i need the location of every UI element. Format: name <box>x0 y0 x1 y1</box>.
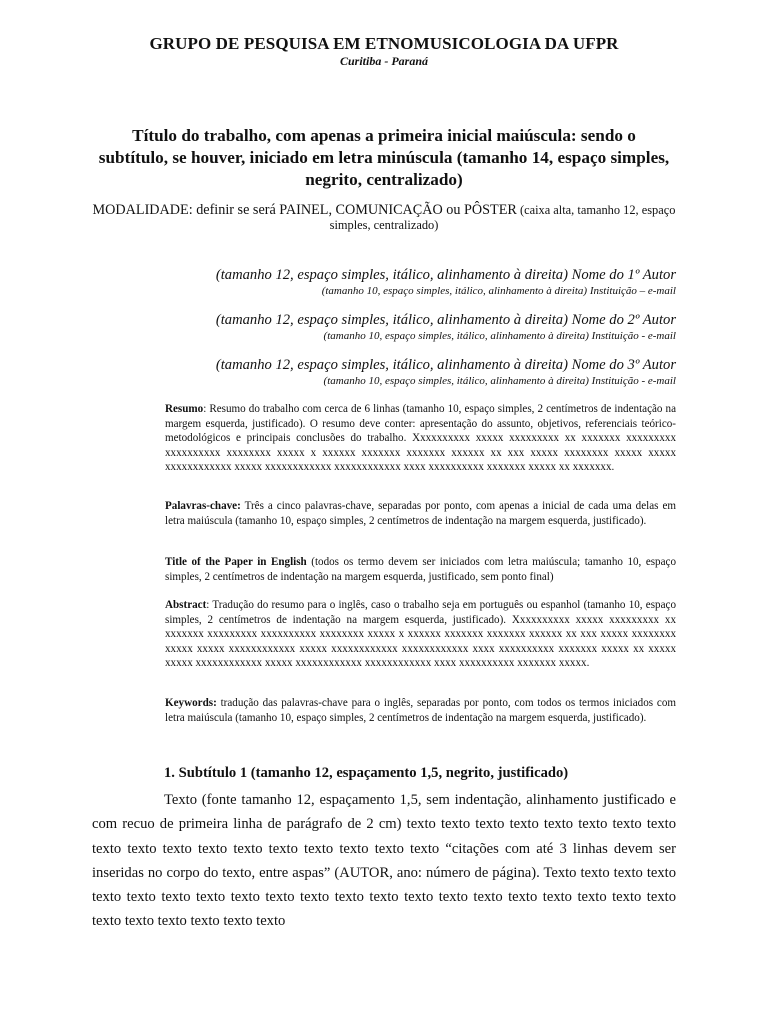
author-name: (tamanho 12, espaço simples, itálico, alinhamento à direita) Nome do 1º Autor <box>215 267 676 283</box>
keywords-paragraph <box>165 696 676 725</box>
section-subtitle: 1. Subtítulo 1 (tamanho 12, espaçamento 1,5, negrito, justificado) <box>164 765 569 781</box>
author-institution: (tamanho 10, espaço simples, itálico, alinhamento à direita) Instituição - e-mail <box>323 375 676 387</box>
palavras-chave-text: Três a cinco palavras-chave, separadas por ponto, com apenas a inicial de cada uma delas em letra maiúscula (tamanho 10, espaço simples, 2 centímetros de indentação na margem esquerda, justificado). <box>165 500 676 527</box>
author-1 <box>216 266 676 298</box>
section-body-text: Texto (fonte tamanho 12, espaçamento 1,5, sem indentação, alinhamento justificado e com recuo de primeira linha de parágrafo de 2 cm) texto texto texto texto texto texto texto texto texto texto texto texto texto texto texto texto texto texto “citações com até 3 linhas devem ser inseridas no corpo do texto, entre aspas” (AUTOR, ano: número de página). Texto texto texto texto texto texto texto texto texto texto texto texto texto texto texto texto texto texto texto texto texto texto texto texto texto texto texto <box>92 792 676 930</box>
paper-title: Título do trabalho, com apenas a primeira inicial maiúscula: sendo o subtítulo, se houver, iniciado em letra minúscula (tamanho 14, espaço simples, negrito, centralizado) <box>98 126 670 189</box>
group-location: Curitiba - Paraná <box>339 54 429 68</box>
resumo-paragraph <box>165 402 676 475</box>
author-name: (tamanho 12, espaço simples, itálico, alinhamento à direita) Nome do 3º Autor <box>215 357 676 373</box>
title-english-paragraph <box>165 555 676 584</box>
abstract-text: : Tradução do resumo para o inglês, caso o trabalho seja em português ou espanhol (tamanho 10, espaço simples, 2 centímetros de indentação na margem esquerda, justificado). Xxxxxxxxxx xxxxx xxxxxxxxx xx xxxxxxx xxxxxxxxx xxxxxxxxxx xxxxxxxx xxxxx x xxxxxx xxxxxxx xxxxxxx xxxxxx xx xxx xxxxx xxxxxxxx xxxxx xxxxx xxxxxxxxxxxx xxxxx xxxxxxxxxxxx xxxxxxxxxxxx xxxx xxxxxxxxxx xxxxxxx xxxxx xx xxxxx xxxxx xxxxxxxxxxxx xxxxx xxxxxxxxxxxx xxxxxxxxxxxx xxxx xxxxxxxxxx xxxxxxx xxxxx. <box>165 599 676 669</box>
modalidade-label: MODALIDADE <box>92 202 189 218</box>
author-3 <box>216 356 676 388</box>
author-institution: (tamanho 10, espaço simples, itálico, alinhamento à direita) Instituição - e-mail <box>323 330 676 342</box>
palavras-chave-paragraph <box>165 499 676 528</box>
modalidade-line <box>86 203 682 233</box>
group-title: GRUPO DE PESQUISA EM ETNOMUSICOLOGIA DA UFPR <box>149 34 619 53</box>
keywords-text: tradução das palavras-chave para o inglês, separadas por ponto, com todos os termos iniciados com letra maiúscula (tamanho 10, espaço simples, 2 centímetros de indentação na margem esquerda, justificado). <box>165 697 676 724</box>
palavras-chave-label: Palavras-chave: <box>165 500 241 512</box>
title-english-text: (todos os termo devem ser iniciados com letra maiúscula; tamanho 10, espaço simples, 2 centímetros de indentação na margem esquerda, justificado, sem ponto final) <box>165 556 676 583</box>
resumo-label: Resumo <box>165 403 204 415</box>
title-english-label: Title of the Paper in English <box>165 556 307 568</box>
abstract-paragraph <box>165 598 676 671</box>
keywords-label: Keywords: <box>165 697 217 709</box>
author-name: (tamanho 12, espaço simples, itálico, alinhamento à direita) Nome do 2º Autor <box>215 312 676 328</box>
abstract-label: Abstract <box>165 599 207 611</box>
author-2 <box>216 311 676 343</box>
resumo-text: : Resumo do trabalho com cerca de 6 linhas (tamanho 10, espaço simples, 2 centímetros de indentação na margem esquerda, justificado). O resumo deve conter: apresentação do assunto, objetivos, referenciais teórico-metodológicos e principais conclusões do trabalho. Xxxxxxxxxx xxxxx xxxxxxxxx xx xxxxxxx xxxxxxxxx xxxxxxxxxx xxxxxxxx xxxxx x xxxxxx xxxxxxx xxxxxxx xxxxxx xx xxx xxxxx xxxxxxxx xxxxx xxxxx xxxxxxxxxxxx xxxxx xxxxxxxxxxxx xxxxxxxxxxxx xxxx xxxxxxxxxx xxxxxxx xxxxx xx xxxxxxx. <box>165 403 676 473</box>
author-institution: (tamanho 10, espaço simples, itálico, alinhamento à direita) Instituição – e-mail <box>321 285 676 297</box>
modalidade-text: : definir se será PAINEL, COMUNICAÇÃO ou PÔSTER <box>188 202 517 218</box>
modalidade-note: (caixa alta, tamanho 12, espaço simples, centralizado) <box>329 203 676 232</box>
page-header <box>0 34 768 69</box>
